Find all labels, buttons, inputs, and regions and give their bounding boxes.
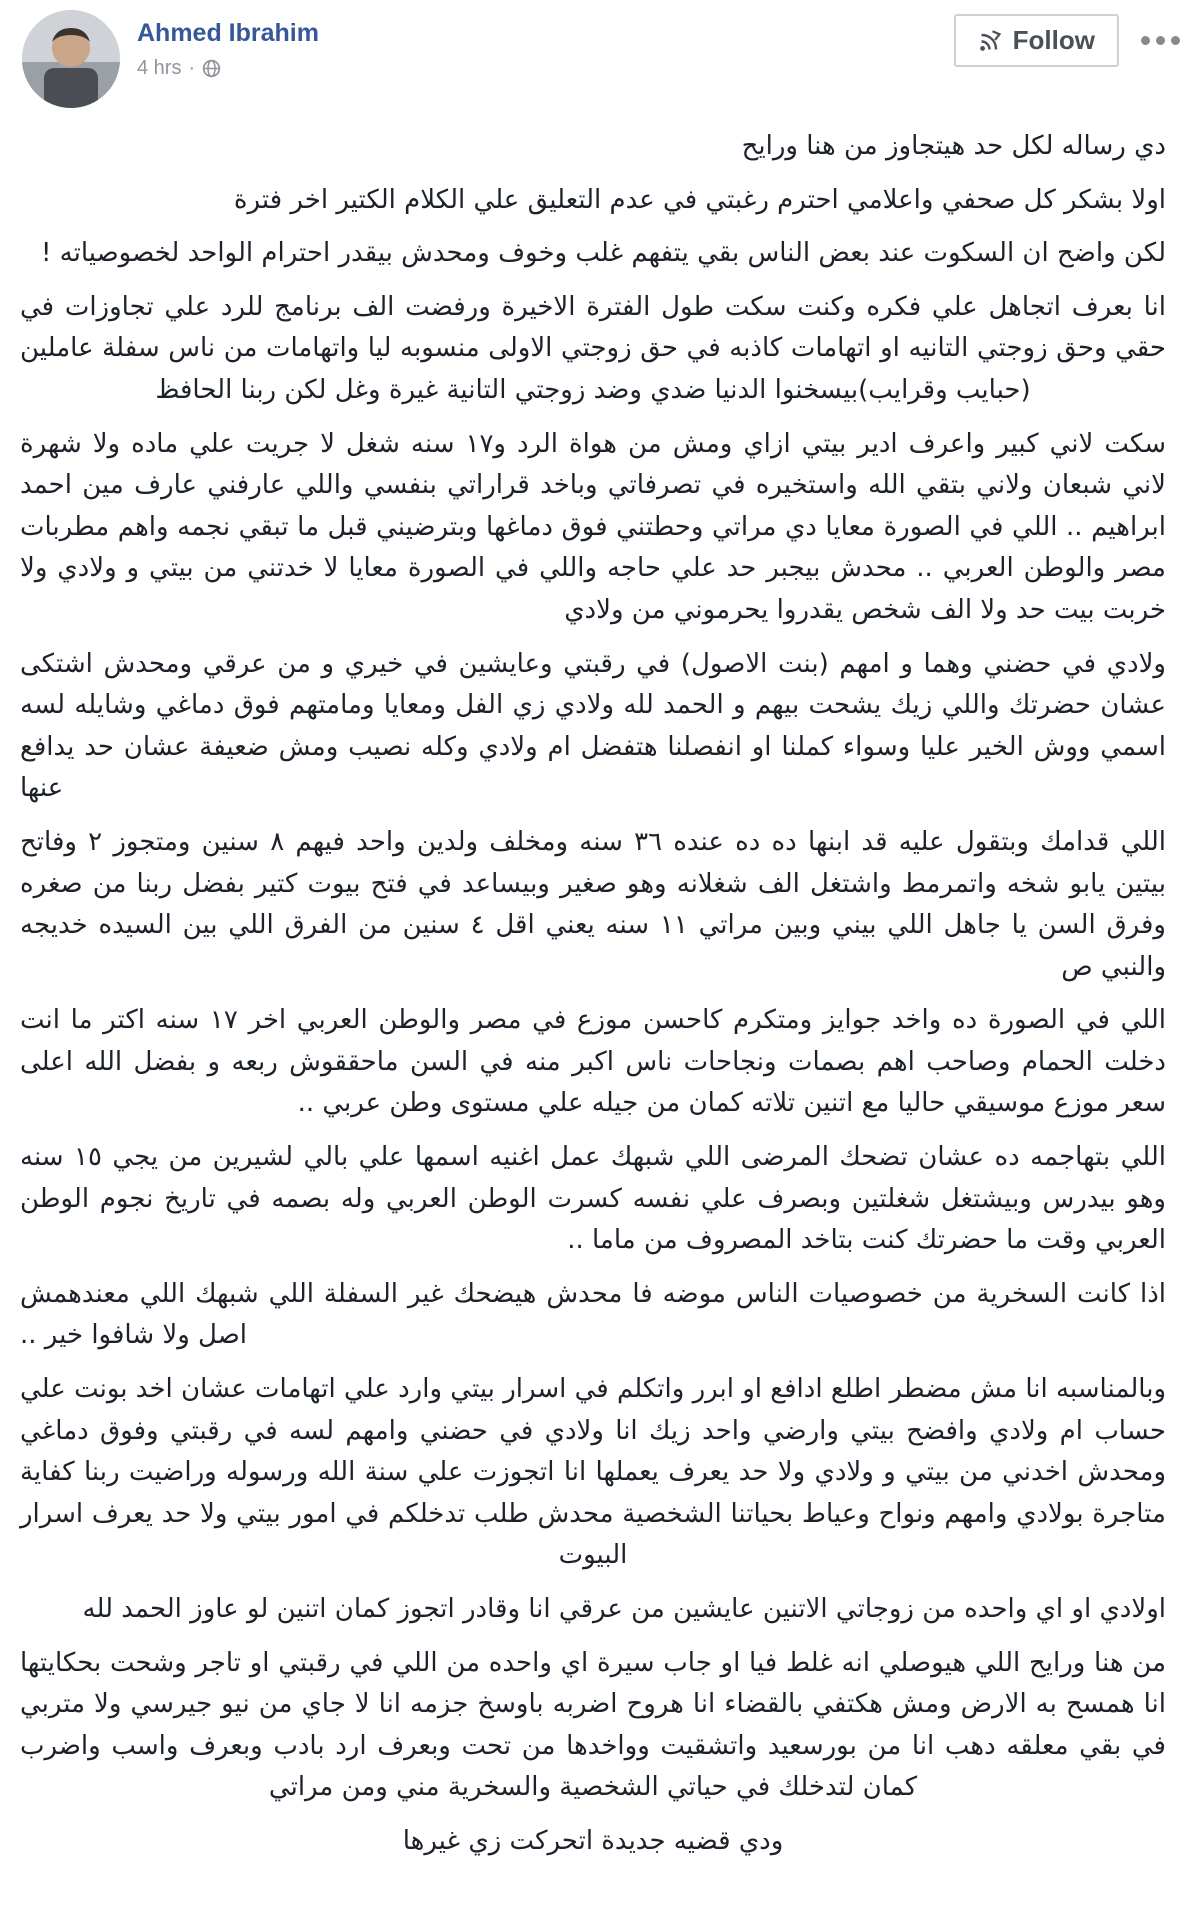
dot-icon	[1171, 36, 1180, 45]
post-paragraph: اللي قدامك وبتقول عليه قد ابنها ده ده عنده ٣٦ سنه ومخلف ولدين واحد فيهم ٨ سنين ومتجوز ٢ وفاتح بيتين يابو شخه واتمرمط واشتغل الف شغلانه وهو صغير وبيساعد في فتح بيوت كتير بفضل ربنا من صغره وفرق السن يا جاهل اللي بيني وبين مراتي ١١ سنه يعني اقل ٤ سنين من الفرق اللي بين السيده خديجه والنبي ص	[20, 826, 1166, 982]
author-name-link[interactable]: Ahmed Ibrahim	[137, 19, 319, 47]
post-paragraph: اذا كانت السخرية من خصوصيات الناس موضه فا محدش هيضحك غير السفلة اللي شبهك اللي معندهمش اصل ولا شافوا خير ..	[20, 1278, 1166, 1351]
dot-icon	[1141, 36, 1150, 45]
post-paragraph: دي رساله لكل حد هيتجاوز من هنا ورايح	[741, 131, 1166, 161]
follow-button-label: Follow	[1012, 25, 1095, 55]
post-text	[0, 112, 1200, 1905]
post-paragraph: ولادي في حضني وهما و امهم (بنت الاصول) في رقبتي وعايشين في خيري و من عرقي ومحدش اشتكى عشان حضرتك واللي زيك يشحت بيهم و الحمد لله ولادي زي الفل ومعايا ومامتهم فوق دماغي وشايله لسه اسمي ووش الخير عليا وسواء كملنا او انفصلنا هتفضل ام ولادي وكله نصيب ومش ضعيفة عشان حد يدافع عنها	[20, 648, 1166, 804]
post-paragraph: سكت لاني كبير واعرف ادير بيتي ازاي ومش من هواة الرد و١٧ سنه شغل لا جريت علي ماده ولا شهرة لاني شبعان ولاني بتقي الله واستخيره في تصرفاتي وباخد قراراتي بنفسي واللي عارفني عارف مين احمد ابراهيم .. اللي في الصورة معايا دي مراتي وحطتني فوق دماغها وبترضيني قبل ما تبقي نجمه واهم مطربات مصر والوطن العربي .. محدش بيجبر حد علي حاجه واللي في الصورة معايا لا خدتني من بيتي و ولادي ولا خربت بيت حد ولا الف شخص يقدروا يحرموني من ولادي	[20, 428, 1167, 625]
identity-block	[137, 10, 319, 80]
dot-icon	[1156, 36, 1165, 45]
more-options-button[interactable]	[1137, 24, 1184, 57]
post-paragraph: اولا بشكر كل صحفي واعلامي احترم رغبتي في عدم التعليق علي الكلام الكتير اخر فترة	[233, 184, 1166, 215]
post-paragraph: انا بعرف اتجاهل علي فكره وكنت سكت طول الفترة الاخيرة ورفضت الف برنامج للرد علي تجاوزات في حقي وحق زوجتي التانيه او اتهامات كاذبه في حق زوجتي الاولى منسوبه ليا واتهامات من ناس سفلة عاملين (حبايب وقرايب)بيسخنوا الدنيا ضدي وضد زوجتي التانية غيرة وغل لكن ربنا الحافظ	[20, 291, 1166, 405]
globe-icon	[202, 59, 221, 78]
post-meta	[137, 57, 319, 80]
post-paragraph: اللي في الصورة ده واخد جوايز ومتكرم كاحسن موزع في مصر والوطن العربي اخر ١٧ سنه اكتر ما انت دخلت الحمام وصاحب اهم بصمات ونجاحات ناس اكبر منه في السن ماحققوش ربعه و بفضل الله اعلى سعر موزع موسيقي حاليا مع اتنين تلاته كمان من جيله علي مستوى وطن عربي ..	[20, 1005, 1167, 1119]
meta-separator: ·	[188, 56, 196, 79]
post-paragraph: وبالمناسبه انا مش مضطر اطلع ادافع او ابرر واتكلم في اسرار بيتي وارد علي اتهامات عشان اخد بونت علي حساب ام ولادي وافضح بيتي وارضي واحد زيك انا ولادي في حضني وامهم لسه في رقبتي وفوق دماغي ومحدش اخدني من بيتي و ولادي ولا حد يعرف يعملها انا اتجوزت علي سنة الله ورسوله وراضيت ربنا كفاية متاجرة بولادي وامهم ونواح وعياط بحياتنا الشخصية محدش طلب تدخلكم في امور بيتي ولا حد يعرف اسرار البيوت	[20, 1374, 1166, 1571]
follow-button[interactable]	[954, 14, 1119, 67]
post-paragraph: لكن واضح ان السكوت عند بعض الناس بقي يتفهم غلب وخوف ومحدش بيقدر احترام الواحد لخصوصياته !	[40, 238, 1166, 269]
profile-avatar[interactable]	[22, 10, 120, 108]
post-header	[0, 0, 1200, 112]
timestamp-link[interactable]: 4 hrs	[137, 56, 182, 79]
post-paragraph: ودي قضيه جديدة اتحركت زي غيرها	[402, 1825, 784, 1856]
header-controls	[954, 14, 1184, 67]
follow-rss-icon	[978, 29, 1002, 53]
post-paragraph: اللي بتهاجمه ده عشان تضحك المرضى اللي شبهك عمل اغنيه اسمها علي بالي لشيرين من يجي ١٥ سنه وهو بيدرس وبيشتغل شغلتين وبصرف علي نفسه كسرت الوطن العربي وله بصمه في تاريخ نجوم الوطن العربي وقت ما حضرتك كنت بتاخد المصروف من ماما ..	[20, 1142, 1166, 1256]
post-paragraph: من هنا ورايح اللي هيوصلي انه غلط فيا او جاب سيرة اي واحده من اللي في رقبتي او تاجر وشحت بحكايتها انا همسح به الارض ومش هكتفي بالقضاء انا هروح اضربه باوسخ جزمه انا لا جاي من نيو جيرسي ولا متربي في بقي معلقه دهب انا من بورسعيد واتشقيت وواخدها من تحت وبعرف ارد بادب وبعرف واسب واضرب كمان لتدخلك في حياتي الشخصية والسخرية مني ومن مراتي	[20, 1647, 1166, 1803]
post-paragraph: اولادي او اي واحده من زوجاتي الاتنين عايشين من عرقي انا وقادر اتجوز كمان اتنين لو عاوز الحمد لله	[82, 1594, 1166, 1624]
avatar-photo-placeholder	[22, 10, 120, 108]
